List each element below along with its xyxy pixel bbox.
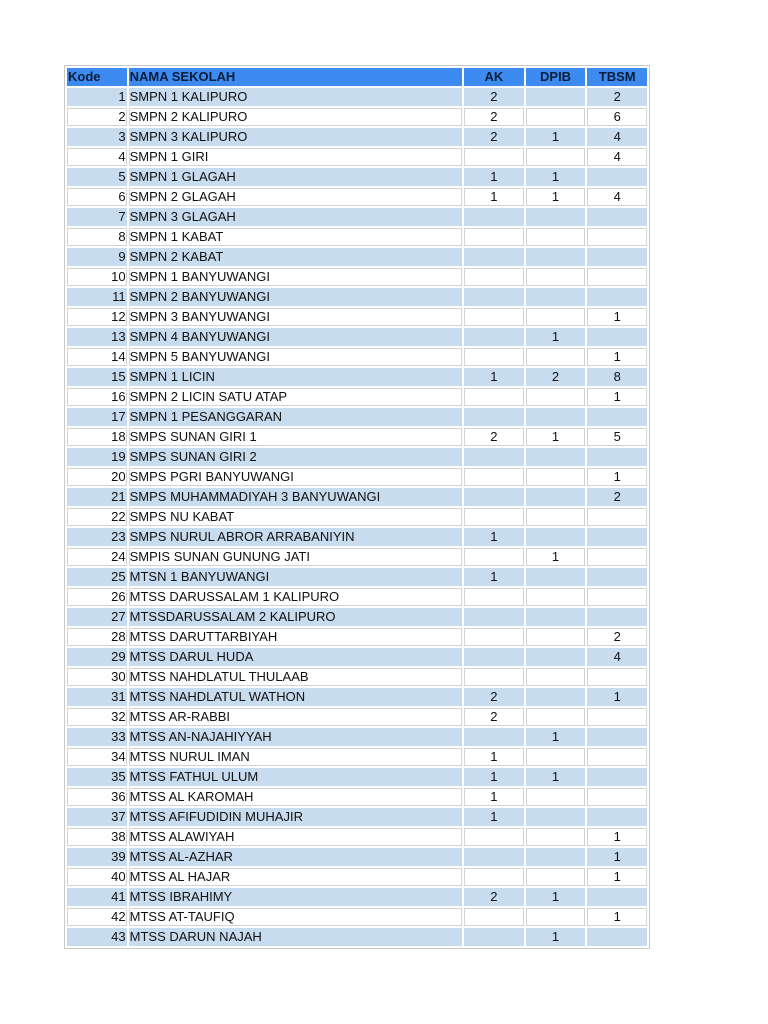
cell-ak <box>464 928 524 946</box>
table-row <box>67 388 647 406</box>
cell-dpib <box>526 908 586 926</box>
cell-nama-sekolah: SMPIS SUNAN GUNUNG JATI <box>129 548 462 566</box>
cell-dpib: 1 <box>526 548 586 566</box>
cell-dpib <box>526 748 586 766</box>
cell-nama-sekolah: SMPS SUNAN GIRI 1 <box>129 428 462 446</box>
cell-dpib <box>526 308 586 326</box>
table-row <box>67 908 647 926</box>
cell-dpib: 1 <box>526 728 586 746</box>
cell-dpib <box>526 528 586 546</box>
cell-ak: 2 <box>464 888 524 906</box>
cell-dpib <box>526 708 586 726</box>
cell-kode: 39 <box>67 848 127 866</box>
cell-dpib: 1 <box>526 128 586 146</box>
cell-nama-sekolah: MTSN 1 BANYUWANGI <box>129 568 462 586</box>
cell-nama-sekolah: MTSSDARUSSALAM 2 KALIPURO <box>129 608 462 626</box>
cell-kode: 24 <box>67 548 127 566</box>
cell-dpib <box>526 828 586 846</box>
cell-ak: 1 <box>464 808 524 826</box>
cell-kode: 16 <box>67 388 127 406</box>
cell-tbsm: 2 <box>587 88 647 106</box>
table-row <box>67 568 647 586</box>
cell-ak <box>464 228 524 246</box>
cell-ak: 2 <box>464 88 524 106</box>
cell-kode: 15 <box>67 368 127 386</box>
cell-ak <box>464 308 524 326</box>
cell-dpib: 1 <box>526 888 586 906</box>
cell-tbsm <box>587 708 647 726</box>
cell-tbsm <box>587 588 647 606</box>
cell-nama-sekolah: SMPN 2 KALIPURO <box>129 108 462 126</box>
cell-kode: 3 <box>67 128 127 146</box>
cell-tbsm <box>587 808 647 826</box>
cell-ak: 2 <box>464 428 524 446</box>
cell-tbsm: 1 <box>587 388 647 406</box>
cell-dpib <box>526 108 586 126</box>
cell-ak: 1 <box>464 168 524 186</box>
table-row <box>67 928 647 946</box>
cell-dpib <box>526 668 586 686</box>
cell-ak <box>464 668 524 686</box>
cell-kode: 25 <box>67 568 127 586</box>
cell-kode: 43 <box>67 928 127 946</box>
cell-tbsm: 1 <box>587 848 647 866</box>
cell-nama-sekolah: MTSS AN-NAJAHIYYAH <box>129 728 462 746</box>
cell-tbsm: 1 <box>587 908 647 926</box>
cell-dpib: 1 <box>526 328 586 346</box>
cell-nama-sekolah: SMPN 1 KALIPURO <box>129 88 462 106</box>
cell-nama-sekolah: MTSS AL KAROMAH <box>129 788 462 806</box>
cell-tbsm <box>587 768 647 786</box>
cell-tbsm: 1 <box>587 468 647 486</box>
cell-dpib <box>526 808 586 826</box>
cell-nama-sekolah: SMPS PGRI BANYUWANGI <box>129 468 462 486</box>
cell-ak: 1 <box>464 188 524 206</box>
cell-ak <box>464 868 524 886</box>
cell-kode: 30 <box>67 668 127 686</box>
header-dpib: DPIB <box>526 68 586 86</box>
table-row <box>67 248 647 266</box>
table-row <box>67 128 647 146</box>
cell-kode: 11 <box>67 288 127 306</box>
cell-dpib <box>526 688 586 706</box>
cell-kode: 26 <box>67 588 127 606</box>
cell-tbsm <box>587 248 647 266</box>
table-row <box>67 328 647 346</box>
cell-kode: 28 <box>67 628 127 646</box>
cell-nama-sekolah: MTSS ALAWIYAH <box>129 828 462 846</box>
table-row <box>67 648 647 666</box>
cell-dpib <box>526 448 586 466</box>
cell-ak <box>464 268 524 286</box>
cell-ak <box>464 448 524 466</box>
cell-kode: 32 <box>67 708 127 726</box>
table-row <box>67 88 647 106</box>
cell-tbsm <box>587 448 647 466</box>
cell-nama-sekolah: MTSS AT-TAUFIQ <box>129 908 462 926</box>
cell-kode: 31 <box>67 688 127 706</box>
table-row <box>67 868 647 886</box>
table-row <box>67 668 647 686</box>
table-row <box>67 428 647 446</box>
cell-kode: 35 <box>67 768 127 786</box>
cell-tbsm <box>587 508 647 526</box>
cell-nama-sekolah: SMPN 5 BANYUWANGI <box>129 348 462 366</box>
cell-ak <box>464 468 524 486</box>
cell-kode: 37 <box>67 808 127 826</box>
cell-ak <box>464 408 524 426</box>
table-row <box>67 508 647 526</box>
cell-nama-sekolah: MTSS AR-RABBI <box>129 708 462 726</box>
cell-dpib <box>526 788 586 806</box>
cell-dpib <box>526 408 586 426</box>
cell-nama-sekolah: SMPN 1 GLAGAH <box>129 168 462 186</box>
table-row <box>67 288 647 306</box>
cell-nama-sekolah: SMPN 2 LICIN SATU ATAP <box>129 388 462 406</box>
table-row <box>67 688 647 706</box>
cell-tbsm <box>587 928 647 946</box>
cell-dpib <box>526 628 586 646</box>
cell-ak: 1 <box>464 768 524 786</box>
cell-nama-sekolah: MTSS DARUSSALAM 1 KALIPURO <box>129 588 462 606</box>
cell-tbsm: 1 <box>587 688 647 706</box>
cell-kode: 12 <box>67 308 127 326</box>
table-row <box>67 108 647 126</box>
cell-ak <box>464 608 524 626</box>
cell-dpib: 2 <box>526 368 586 386</box>
table-row <box>67 768 647 786</box>
cell-ak <box>464 828 524 846</box>
cell-tbsm: 4 <box>587 648 647 666</box>
cell-nama-sekolah: MTSS AL-AZHAR <box>129 848 462 866</box>
table-row <box>67 888 647 906</box>
cell-nama-sekolah: MTSS NURUL IMAN <box>129 748 462 766</box>
cell-ak <box>464 488 524 506</box>
cell-ak <box>464 208 524 226</box>
cell-kode: 17 <box>67 408 127 426</box>
cell-dpib <box>526 248 586 266</box>
cell-ak: 2 <box>464 688 524 706</box>
cell-kode: 1 <box>67 88 127 106</box>
cell-kode: 27 <box>67 608 127 626</box>
cell-ak <box>464 848 524 866</box>
cell-dpib: 1 <box>526 428 586 446</box>
table-row <box>67 848 647 866</box>
cell-nama-sekolah: SMPS NURUL ABROR ARRABANIYIN <box>129 528 462 546</box>
cell-kode: 14 <box>67 348 127 366</box>
cell-dpib <box>526 568 586 586</box>
cell-dpib <box>526 868 586 886</box>
cell-kode: 21 <box>67 488 127 506</box>
cell-tbsm: 1 <box>587 828 647 846</box>
cell-kode: 19 <box>67 448 127 466</box>
cell-nama-sekolah: SMPN 2 GLAGAH <box>129 188 462 206</box>
cell-tbsm <box>587 568 647 586</box>
cell-nama-sekolah: SMPN 4 BANYUWANGI <box>129 328 462 346</box>
table-row <box>67 228 647 246</box>
table-row <box>67 468 647 486</box>
cell-tbsm <box>587 268 647 286</box>
table-row <box>67 808 647 826</box>
cell-dpib: 1 <box>526 188 586 206</box>
cell-tbsm: 8 <box>587 368 647 386</box>
cell-ak <box>464 508 524 526</box>
cell-nama-sekolah: SMPN 2 BANYUWANGI <box>129 288 462 306</box>
table-row <box>67 788 647 806</box>
cell-ak: 2 <box>464 708 524 726</box>
cell-tbsm <box>587 168 647 186</box>
cell-tbsm <box>587 788 647 806</box>
cell-kode: 22 <box>67 508 127 526</box>
cell-tbsm <box>587 728 647 746</box>
cell-nama-sekolah: SMPN 1 GIRI <box>129 148 462 166</box>
table-row <box>67 628 647 646</box>
table-row <box>67 728 647 746</box>
cell-kode: 34 <box>67 748 127 766</box>
table-row <box>67 528 647 546</box>
cell-tbsm: 4 <box>587 148 647 166</box>
cell-tbsm: 2 <box>587 488 647 506</box>
cell-kode: 2 <box>67 108 127 126</box>
cell-tbsm <box>587 288 647 306</box>
cell-nama-sekolah: MTSS NAHDLATUL THULAAB <box>129 668 462 686</box>
cell-kode: 9 <box>67 248 127 266</box>
table-row <box>67 188 647 206</box>
cell-tbsm <box>587 548 647 566</box>
cell-nama-sekolah: SMPN 1 PESANGGARAN <box>129 408 462 426</box>
table-row <box>67 348 647 366</box>
cell-tbsm: 4 <box>587 188 647 206</box>
table-row <box>67 748 647 766</box>
cell-kode: 29 <box>67 648 127 666</box>
cell-ak: 1 <box>464 368 524 386</box>
cell-nama-sekolah: MTSS AFIFUDIDIN MUHAJIR <box>129 808 462 826</box>
cell-kode: 10 <box>67 268 127 286</box>
cell-dpib <box>526 348 586 366</box>
cell-nama-sekolah: MTSS AL HAJAR <box>129 868 462 886</box>
cell-nama-sekolah: SMPS NU KABAT <box>129 508 462 526</box>
cell-kode: 5 <box>67 168 127 186</box>
table-row <box>67 408 647 426</box>
table-row <box>67 488 647 506</box>
cell-ak <box>464 728 524 746</box>
cell-kode: 40 <box>67 868 127 886</box>
cell-nama-sekolah: MTSS DARUL HUDA <box>129 648 462 666</box>
cell-dpib <box>526 608 586 626</box>
cell-ak: 2 <box>464 108 524 126</box>
cell-dpib: 1 <box>526 928 586 946</box>
cell-kode: 41 <box>67 888 127 906</box>
header-row <box>67 68 647 86</box>
cell-nama-sekolah: SMPN 3 BANYUWANGI <box>129 308 462 326</box>
cell-ak: 1 <box>464 568 524 586</box>
cell-ak: 1 <box>464 748 524 766</box>
cell-dpib <box>526 508 586 526</box>
table-row <box>67 828 647 846</box>
cell-tbsm: 5 <box>587 428 647 446</box>
header-kode: Kode <box>67 68 127 86</box>
cell-kode: 23 <box>67 528 127 546</box>
cell-tbsm: 4 <box>587 128 647 146</box>
cell-dpib <box>526 468 586 486</box>
table-row <box>67 588 647 606</box>
cell-tbsm <box>587 888 647 906</box>
table-row <box>67 308 647 326</box>
school-table <box>65 66 649 948</box>
cell-ak: 2 <box>464 128 524 146</box>
table-row <box>67 548 647 566</box>
cell-tbsm <box>587 608 647 626</box>
cell-tbsm: 1 <box>587 308 647 326</box>
cell-ak <box>464 288 524 306</box>
cell-nama-sekolah: MTSS NAHDLATUL WATHON <box>129 688 462 706</box>
cell-kode: 42 <box>67 908 127 926</box>
cell-kode: 6 <box>67 188 127 206</box>
cell-dpib <box>526 288 586 306</box>
cell-dpib: 1 <box>526 768 586 786</box>
cell-kode: 20 <box>67 468 127 486</box>
cell-dpib <box>526 148 586 166</box>
header-nama-sekolah: NAMA SEKOLAH <box>129 68 462 86</box>
cell-dpib <box>526 388 586 406</box>
cell-tbsm: 6 <box>587 108 647 126</box>
cell-ak <box>464 388 524 406</box>
header-ak: AK <box>464 68 524 86</box>
cell-ak <box>464 248 524 266</box>
cell-nama-sekolah: MTSS FATHUL ULUM <box>129 768 462 786</box>
cell-kode: 4 <box>67 148 127 166</box>
cell-kode: 38 <box>67 828 127 846</box>
cell-dpib <box>526 588 586 606</box>
cell-dpib: 1 <box>526 168 586 186</box>
cell-nama-sekolah: SMPN 2 KABAT <box>129 248 462 266</box>
cell-ak: 1 <box>464 528 524 546</box>
cell-tbsm: 1 <box>587 348 647 366</box>
cell-tbsm: 2 <box>587 628 647 646</box>
cell-ak <box>464 148 524 166</box>
cell-dpib <box>526 488 586 506</box>
cell-dpib <box>526 208 586 226</box>
cell-ak <box>464 548 524 566</box>
cell-nama-sekolah: SMPS SUNAN GIRI 2 <box>129 448 462 466</box>
cell-dpib <box>526 228 586 246</box>
table-row <box>67 368 647 386</box>
cell-ak: 1 <box>464 788 524 806</box>
table-row <box>67 268 647 286</box>
cell-nama-sekolah: SMPN 1 LICIN <box>129 368 462 386</box>
school-table-sheet <box>64 65 650 949</box>
table-row <box>67 708 647 726</box>
cell-kode: 13 <box>67 328 127 346</box>
cell-nama-sekolah: MTSS DARUTTARBIYAH <box>129 628 462 646</box>
cell-tbsm <box>587 528 647 546</box>
cell-dpib <box>526 648 586 666</box>
cell-kode: 33 <box>67 728 127 746</box>
cell-kode: 18 <box>67 428 127 446</box>
cell-ak <box>464 648 524 666</box>
cell-tbsm <box>587 208 647 226</box>
cell-tbsm <box>587 408 647 426</box>
table-row <box>67 148 647 166</box>
table-row <box>67 208 647 226</box>
cell-kode: 36 <box>67 788 127 806</box>
cell-ak <box>464 348 524 366</box>
cell-nama-sekolah: MTSS DARUN NAJAH <box>129 928 462 946</box>
cell-kode: 8 <box>67 228 127 246</box>
cell-nama-sekolah: SMPN 1 BANYUWANGI <box>129 268 462 286</box>
cell-dpib <box>526 88 586 106</box>
cell-nama-sekolah: SMPN 3 GLAGAH <box>129 208 462 226</box>
cell-tbsm <box>587 748 647 766</box>
cell-tbsm <box>587 228 647 246</box>
cell-tbsm <box>587 328 647 346</box>
cell-nama-sekolah: MTSS IBRAHIMY <box>129 888 462 906</box>
table-row <box>67 448 647 466</box>
cell-ak <box>464 628 524 646</box>
cell-ak <box>464 908 524 926</box>
header-tbsm: TBSM <box>587 68 647 86</box>
cell-dpib <box>526 268 586 286</box>
cell-dpib <box>526 848 586 866</box>
cell-tbsm <box>587 668 647 686</box>
cell-nama-sekolah: SMPN 3 KALIPURO <box>129 128 462 146</box>
cell-ak <box>464 328 524 346</box>
table-row <box>67 608 647 626</box>
table-row <box>67 168 647 186</box>
cell-nama-sekolah: SMPN 1 KABAT <box>129 228 462 246</box>
cell-ak <box>464 588 524 606</box>
table-body <box>67 88 647 946</box>
cell-nama-sekolah: SMPS MUHAMMADIYAH 3 BANYUWANGI <box>129 488 462 506</box>
cell-kode: 7 <box>67 208 127 226</box>
cell-tbsm: 1 <box>587 868 647 886</box>
